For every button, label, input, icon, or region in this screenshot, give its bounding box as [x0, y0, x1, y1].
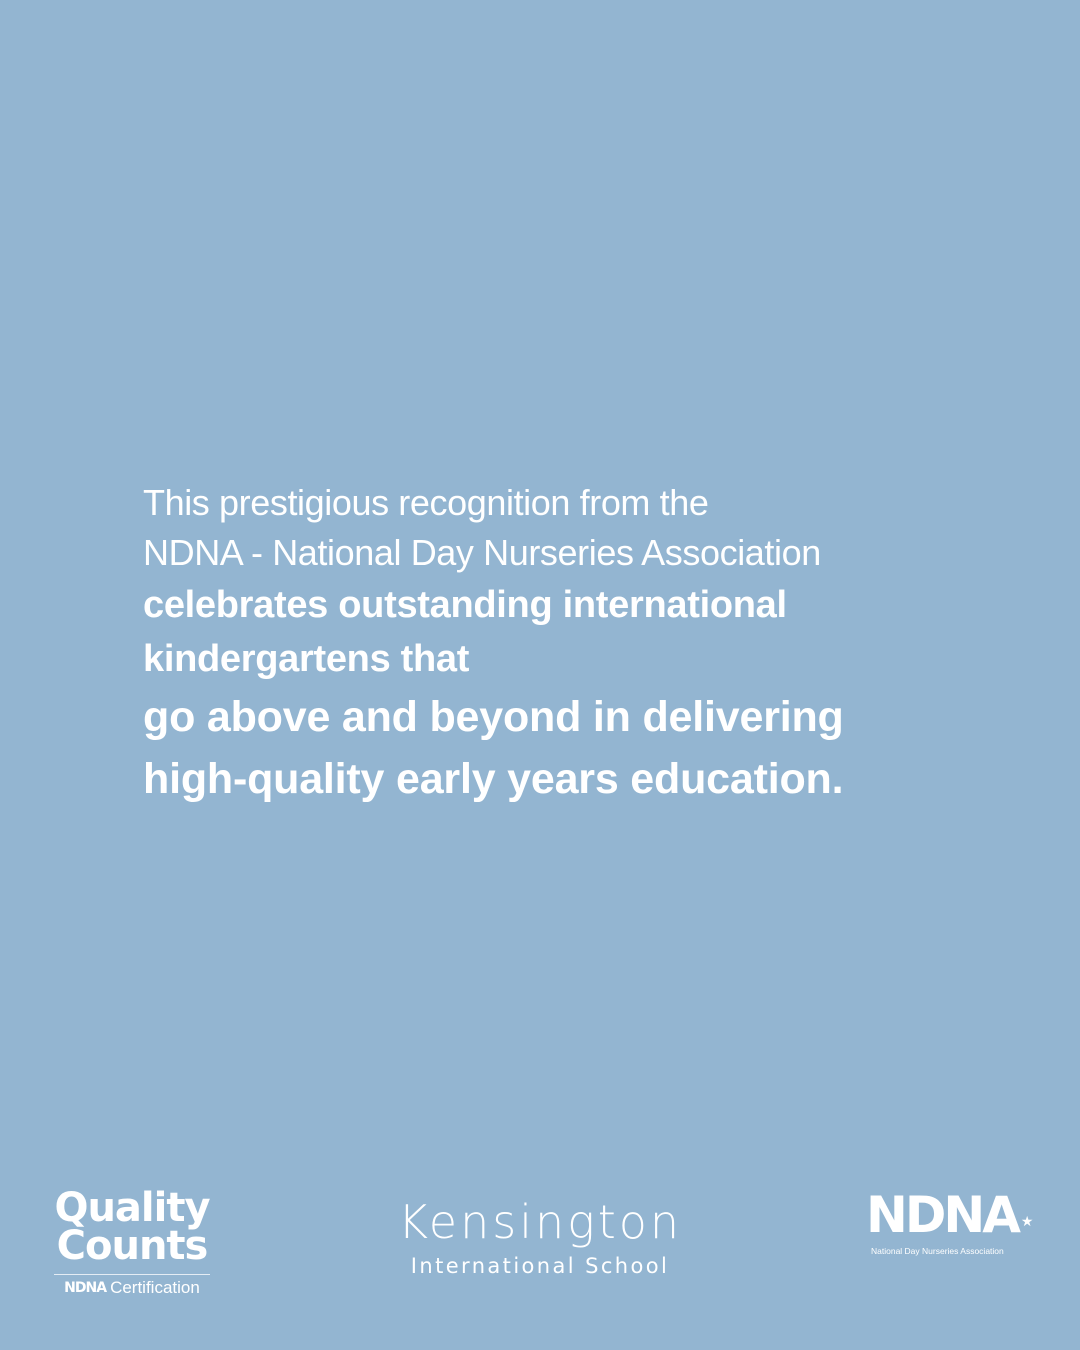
- quality-counts-certification: [52, 1278, 212, 1298]
- quality-counts-divider: [54, 1274, 210, 1275]
- kensington-subtitle: International School: [410, 1254, 670, 1278]
- ndna-tagline: National Day Nurseries Association: [871, 1246, 1004, 1256]
- intro-line-1: This prestigious recognition from the: [143, 482, 709, 523]
- emphasis-line-2: high-quality early years education.: [143, 755, 844, 803]
- kensington-logo: [340, 1194, 740, 1280]
- highlight-line-1: celebrates outstanding international: [143, 584, 787, 626]
- certification-label: Certification: [110, 1278, 200, 1297]
- intro-line-2: NDNA - National Day Nurseries Association: [143, 532, 821, 573]
- quality-counts-logo: [52, 1185, 212, 1298]
- quality-counts-word-1: Quality: [54, 1185, 210, 1231]
- announcement-text: [143, 478, 943, 810]
- ndna-logo: [866, 1186, 1034, 1257]
- ndna-wordmark: NDNA: [866, 1186, 1018, 1244]
- ndna-mini-logo-icon: NDNA: [64, 1280, 107, 1296]
- highlight-line-2: kindergartens that: [143, 638, 470, 680]
- emphasis-line-1: go above and beyond in delivering: [143, 693, 844, 741]
- kensington-name: Kensington: [397, 1195, 683, 1249]
- quality-counts-word-2: Counts: [56, 1223, 208, 1269]
- ndna-mark: [866, 1186, 1034, 1244]
- star-icon: ★: [1020, 1213, 1034, 1229]
- footer-logos: [0, 1180, 1080, 1310]
